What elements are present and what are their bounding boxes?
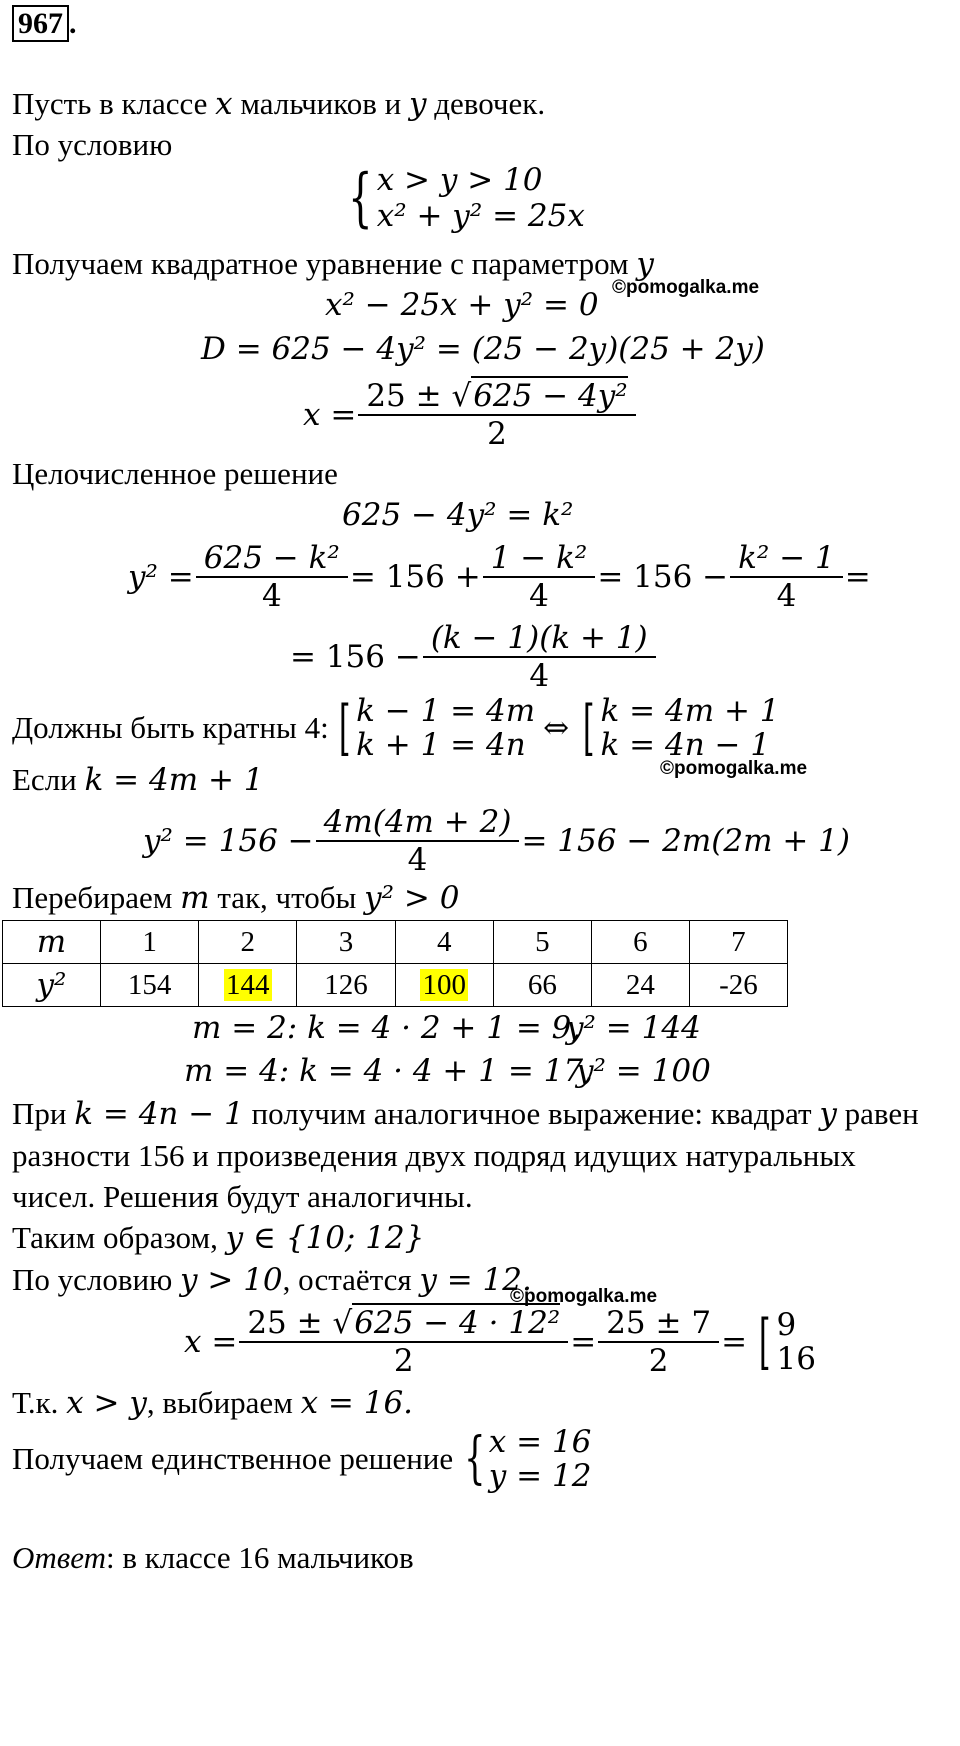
if-k-line: Если k = 4m + 1 [12, 762, 264, 798]
table-cell: 7 [689, 921, 787, 964]
case-1: m = 2: k = 4 · 2 + 1 = 9, y² = 144 [192, 1010, 701, 1046]
table-cell: 66 [493, 964, 591, 1007]
table-cell: -26 [689, 964, 787, 1007]
values-table [2, 920, 788, 1007]
only-solution-line: Получаем единственное решение { x = 16 y = 12 [12, 1424, 592, 1494]
table-cell: 3 [297, 921, 395, 964]
answer-label: Ответ [12, 1540, 106, 1575]
table-cell: 154 [100, 964, 198, 1007]
case-2: m = 4: k = 4 · 4 + 1 = 17, y² = 100 [184, 1053, 711, 1089]
watermark-2: ©pomogalka.me [660, 758, 808, 779]
enumerate-line: Перебираем m так, чтобы y² > 0 [12, 880, 460, 916]
table-cell: 1 [100, 921, 198, 964]
equation-x-formula: x = $\frac{\text{25 ± √625 − 4y²}}{2}$ [303, 378, 632, 452]
equation-6: = 156 − $\frac{(k - 1)(k + 1)}{4}$ [290, 620, 652, 694]
condition-label: По условию [12, 127, 173, 162]
paragraph-line-2: разности 156 и произведения двух подряд идущих натуральных [12, 1138, 856, 1173]
table-cell: 4 [395, 921, 493, 964]
watermark-3: ©pomogalka.me [510, 1286, 658, 1307]
table-cell [395, 964, 493, 1007]
highlighted-value: 100 [422, 968, 466, 1001]
answer-line [12, 1540, 414, 1576]
equation-1: x² − 25x + y² = 0 [325, 287, 599, 323]
table-cell [199, 964, 297, 1007]
equation-4: 625 − 4y² = k² [342, 497, 574, 533]
system-line-2: x² + y² = 25x [376, 198, 585, 234]
equation-5: y² = $\frac{\text{625 − k²}}{4}$ = 156 + $\frac{\text{1 − k²}}{4}$ = 156 − $\frac{\text{k² − 1}}{4}$ = [128, 540, 871, 614]
integer-solution-label: Целочисленное решение [12, 456, 338, 491]
table-head-y2: y² [3, 964, 101, 1007]
tk-line: Т.к. x > y, выбираем x = 16. [12, 1385, 414, 1421]
highlighted-value: 144 [226, 968, 270, 1001]
table-cell: 5 [493, 921, 591, 964]
system-conditions: { x > y > 10 x² + y² = 25x [348, 161, 585, 235]
table-cell: 2 [199, 921, 297, 964]
table-head-m: m [3, 921, 101, 964]
quad-intro: Получаем квадратное уравнение с параметром y [12, 246, 654, 282]
problem-number: 967 . [12, 6, 77, 42]
table-cell: 126 [297, 964, 395, 1007]
by-condition-line: По условию y > 10, остаётся y = 12. [12, 1262, 532, 1298]
equation-2: D = 625 − 4y² = (25 − 2y)(25 + 2y) [201, 331, 765, 367]
problem-number-box: 967 [12, 5, 69, 42]
table-cell: 6 [591, 921, 689, 964]
thus-line: Таким образом, y ∈ {10; 12} [12, 1220, 425, 1256]
equation-7: y² = 156 − $\frac{4m(4m + 2)}{4}$ = 156 − 2m(2m + 1) [143, 804, 850, 878]
intro-line: Пусть в классе x мальчиков и y девочек. [12, 86, 546, 122]
table-cell: 24 [591, 964, 689, 1007]
divisibility-line: Должны быть кратны 4: [ k − 1 = 4m k + 1 = 4n ⇔ [ k = 4m + 1 k = 4n − 1 [12, 693, 780, 763]
watermark-1: ©pomogalka.me [612, 277, 760, 298]
answer-text: : в классе 16 мальчиков [105, 1540, 414, 1575]
table-row [3, 964, 788, 1007]
system-line-1: x > y > 10 [376, 162, 543, 198]
equation-8: x = $\frac{\text{25 ± √625 − 4 · 12²}}{2}$ = $\frac{25 \pm 7}{2}$ = [ 9 16 [184, 1305, 816, 1379]
paragraph-line-1: При k = 4n − 1 получим аналогичное выражение: квадрат y равен [12, 1096, 919, 1132]
table-row [3, 921, 788, 964]
paragraph-line-3: чисел. Решения будут аналогичны. [12, 1179, 473, 1214]
